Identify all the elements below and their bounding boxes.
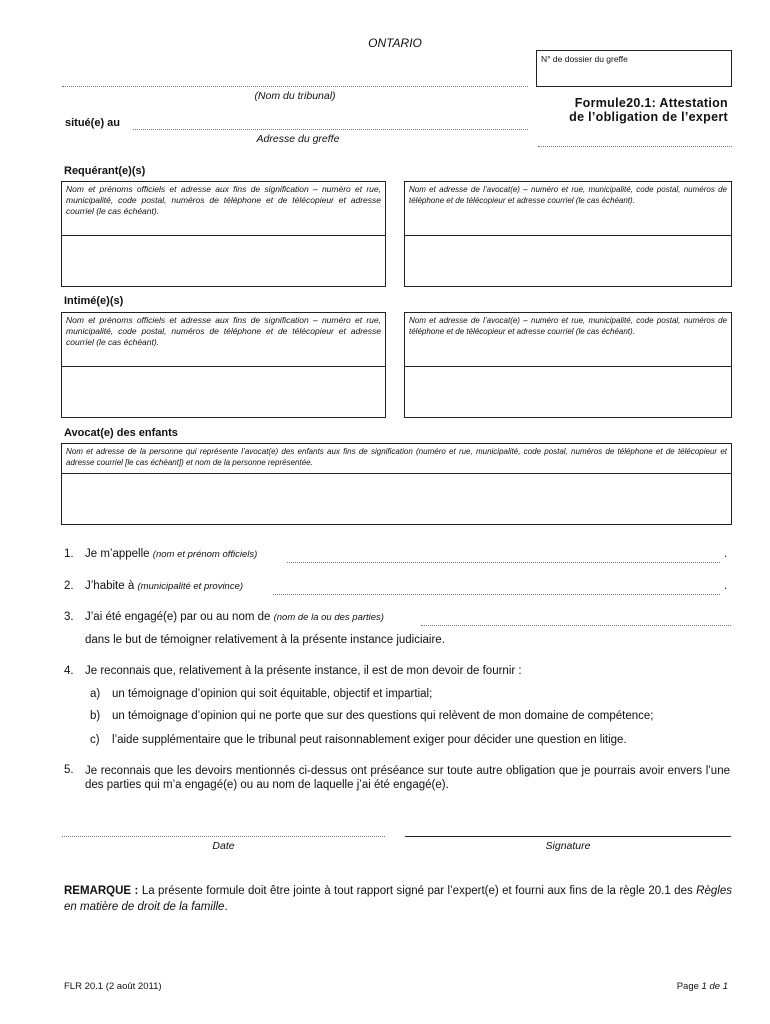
item-5-number: 5. bbox=[64, 764, 74, 776]
respondent-name-box[interactable] bbox=[61, 312, 386, 418]
file-number-label: N° de dossier du greffe bbox=[541, 54, 628, 64]
item-1-number: 1. bbox=[64, 548, 74, 560]
children-lawyer-heading: Avocat(e) des enfants bbox=[64, 427, 178, 439]
item-4a-text: un témoignage d’opinion qui soit équitable, objectif et impartial; bbox=[112, 688, 433, 700]
item-5-text: Je reconnais que les devoirs mentionnés ci-dessus ont préséance sur toute autre obligation que je pourrais avoir envers l’une des parties qui m’a engagé(e) ou au nom de laquelle j’ai été engagé(e). bbox=[85, 765, 730, 791]
item-2-number: 2. bbox=[64, 580, 74, 592]
file-number-field[interactable] bbox=[536, 50, 732, 87]
item-4a-label: a) bbox=[90, 688, 101, 700]
signature-field[interactable] bbox=[405, 836, 731, 837]
item-1-text: Je m’appelle bbox=[85, 548, 150, 560]
page-of: de bbox=[709, 981, 721, 992]
form-title-line1: Formule20.1: Attestation bbox=[574, 96, 728, 110]
item-1-period: . bbox=[724, 548, 728, 560]
page-current: 1 bbox=[701, 981, 707, 992]
remark-end: . bbox=[224, 901, 228, 913]
respondents-heading: Intimé(e)(s) bbox=[64, 295, 124, 307]
applicant-name-label: Nom et prénoms officiels et adresse aux fins de signification – numéro et rue, municipalité, code postal, numéros de téléphone et de télécopieur et adresse courriel (le cas échéant). bbox=[62, 182, 385, 236]
court-address-field[interactable] bbox=[133, 116, 528, 130]
item-1 bbox=[85, 548, 257, 560]
item-2-hint: (municipalité et province) bbox=[137, 581, 244, 592]
court-name-label: (Nom du tribunal) bbox=[254, 90, 336, 102]
signature-label: Signature bbox=[545, 840, 591, 852]
title-rule bbox=[538, 140, 732, 147]
province-title: ONTARIO bbox=[368, 36, 422, 50]
item-4c-label: c) bbox=[90, 734, 100, 746]
page-prefix: Page bbox=[676, 981, 699, 992]
item-4-text: Je reconnais que, relativement à la présente instance, il est de mon devoir de fournir : bbox=[85, 665, 522, 677]
item-2 bbox=[85, 580, 243, 592]
item-3-continuation: dans le but de témoigner relativement à la présente instance judiciaire. bbox=[85, 634, 445, 646]
municipality-field[interactable] bbox=[273, 582, 720, 595]
page-number bbox=[620, 981, 728, 992]
full-name-field[interactable] bbox=[287, 550, 720, 563]
remark bbox=[64, 883, 732, 915]
item-3-hint: (nom de la ou des parties) bbox=[273, 612, 384, 623]
court-name-field[interactable] bbox=[62, 72, 528, 87]
item-4b-text: un témoignage d’opinion qui ne porte que sur des questions qui relèvent de mon domaine de compétence; bbox=[112, 710, 654, 722]
parties-field[interactable] bbox=[421, 613, 731, 626]
court-address-label: Adresse du greffe bbox=[256, 133, 340, 145]
item-2-period: . bbox=[724, 580, 728, 592]
item-4b-label: b) bbox=[90, 710, 101, 722]
item-1-hint: (nom et prénom officiels) bbox=[152, 549, 258, 560]
children-lawyer-label: Nom et adresse de la personne qui représente l’avocat(e) des enfants aux fins de signification (numéro et rue, municipalité, code postal, numéros de téléphone et de télécopieur et adresse courriel [le cas échéant]) et nom de la personne représentée. bbox=[62, 444, 731, 474]
item-2-text: J’habite à bbox=[85, 580, 135, 592]
form-title-line2: de l’obligation de l’expert bbox=[569, 110, 728, 124]
date-label: Date bbox=[212, 840, 235, 852]
remark-label: REMARQUE : bbox=[64, 885, 139, 897]
located-at-label: situé(e) au bbox=[65, 117, 121, 129]
remark-rules-title: Règles en matière de droit de la famille bbox=[64, 885, 732, 913]
children-lawyer-box[interactable] bbox=[61, 443, 732, 525]
remark-text: La présente formule doit être jointe à tout rapport signé par l’expert(e) et fourni aux fins de la règle 20.1 des bbox=[141, 885, 693, 897]
page-total: 1 bbox=[722, 981, 728, 992]
applicants-heading: Requérant(e)(s) bbox=[64, 165, 146, 177]
date-field[interactable] bbox=[62, 828, 385, 837]
item-3-number: 3. bbox=[64, 611, 74, 623]
item-3-text: J’ai été engagé(e) par ou au nom de bbox=[85, 611, 271, 623]
item-4c-text: l’aide supplémentaire que le tribunal peut raisonnablement exiger pour décider une question en litige. bbox=[112, 734, 627, 746]
respondent-lawyer-label: Nom et adresse de l’avocat(e) – numéro et rue, municipalité, code postal, numéros de téléphone et de télécopieur et adresse courriel (le cas échéant). bbox=[405, 313, 731, 367]
applicant-lawyer-box[interactable] bbox=[404, 181, 732, 287]
form-title bbox=[536, 96, 728, 124]
applicant-lawyer-label: Nom et adresse de l’avocat(e) – numéro et rue, municipalité, code postal, numéros de téléphone et de télécopieur et adresse courriel (le cas échéant). bbox=[405, 182, 731, 236]
respondent-lawyer-box[interactable] bbox=[404, 312, 732, 418]
applicant-name-box[interactable] bbox=[61, 181, 386, 287]
respondent-name-label: Nom et prénoms officiels et adresse aux fins de signification – numéro et rue, municipalité, code postal, numéros de téléphone et de télécopieur et adresse courriel (le cas échéant). bbox=[62, 313, 385, 367]
item-4-number: 4. bbox=[64, 665, 74, 677]
form-id: FLR 20.1 (2 août 2011) bbox=[64, 981, 162, 992]
item-3 bbox=[85, 611, 384, 623]
